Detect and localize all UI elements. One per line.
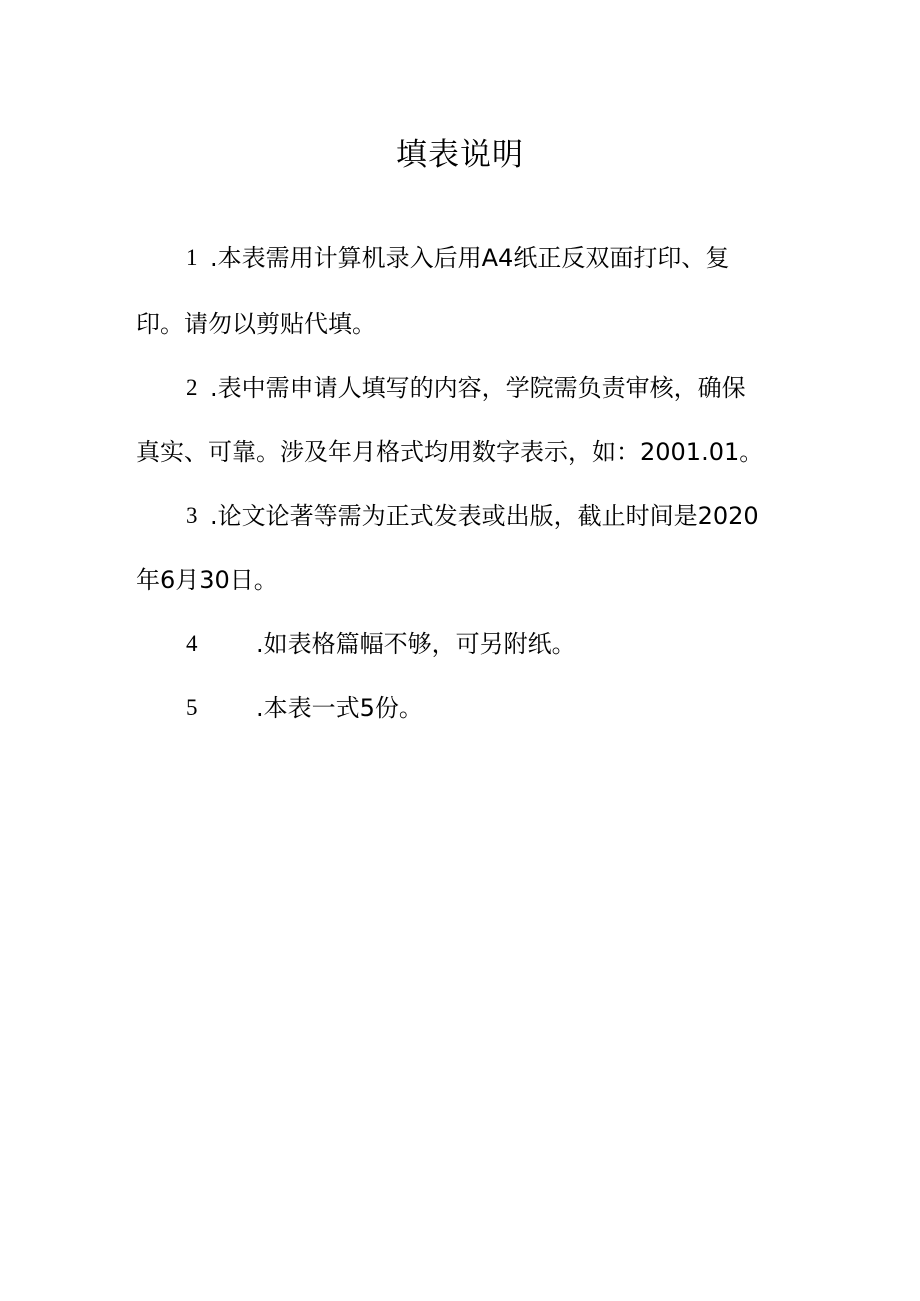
item-number: 2 bbox=[186, 375, 198, 400]
item-text-line-1: .表中需申请人填写的内容，学院需负责审核，确保 bbox=[210, 374, 746, 402]
item-text-line-2: 真实、可靠。涉及年月格式均用数字表示，如：2001.01。 bbox=[136, 438, 764, 466]
item-number: 5 bbox=[186, 695, 198, 720]
item-number: 4 bbox=[186, 631, 198, 656]
item-text-line-2: 年6月30日。 bbox=[136, 566, 278, 594]
item-text-line-1: .论文论著等需为正式发表或出版，截止时间是2020 bbox=[210, 502, 759, 530]
item-text-line-1: .如表格篇幅不够，可另附纸。 bbox=[256, 630, 576, 658]
item-text-line-2: 印。请勿以剪贴代填。 bbox=[136, 310, 376, 338]
item-number: 1 bbox=[186, 245, 198, 270]
item-number: 3 bbox=[186, 503, 198, 528]
item-text-line-1: .本表一式5份。 bbox=[256, 694, 423, 722]
item-text-line-1: .本表需用计算机录入后用A4纸正反双面打印、复 bbox=[210, 244, 730, 272]
page-title: 填表说明 bbox=[396, 137, 524, 173]
